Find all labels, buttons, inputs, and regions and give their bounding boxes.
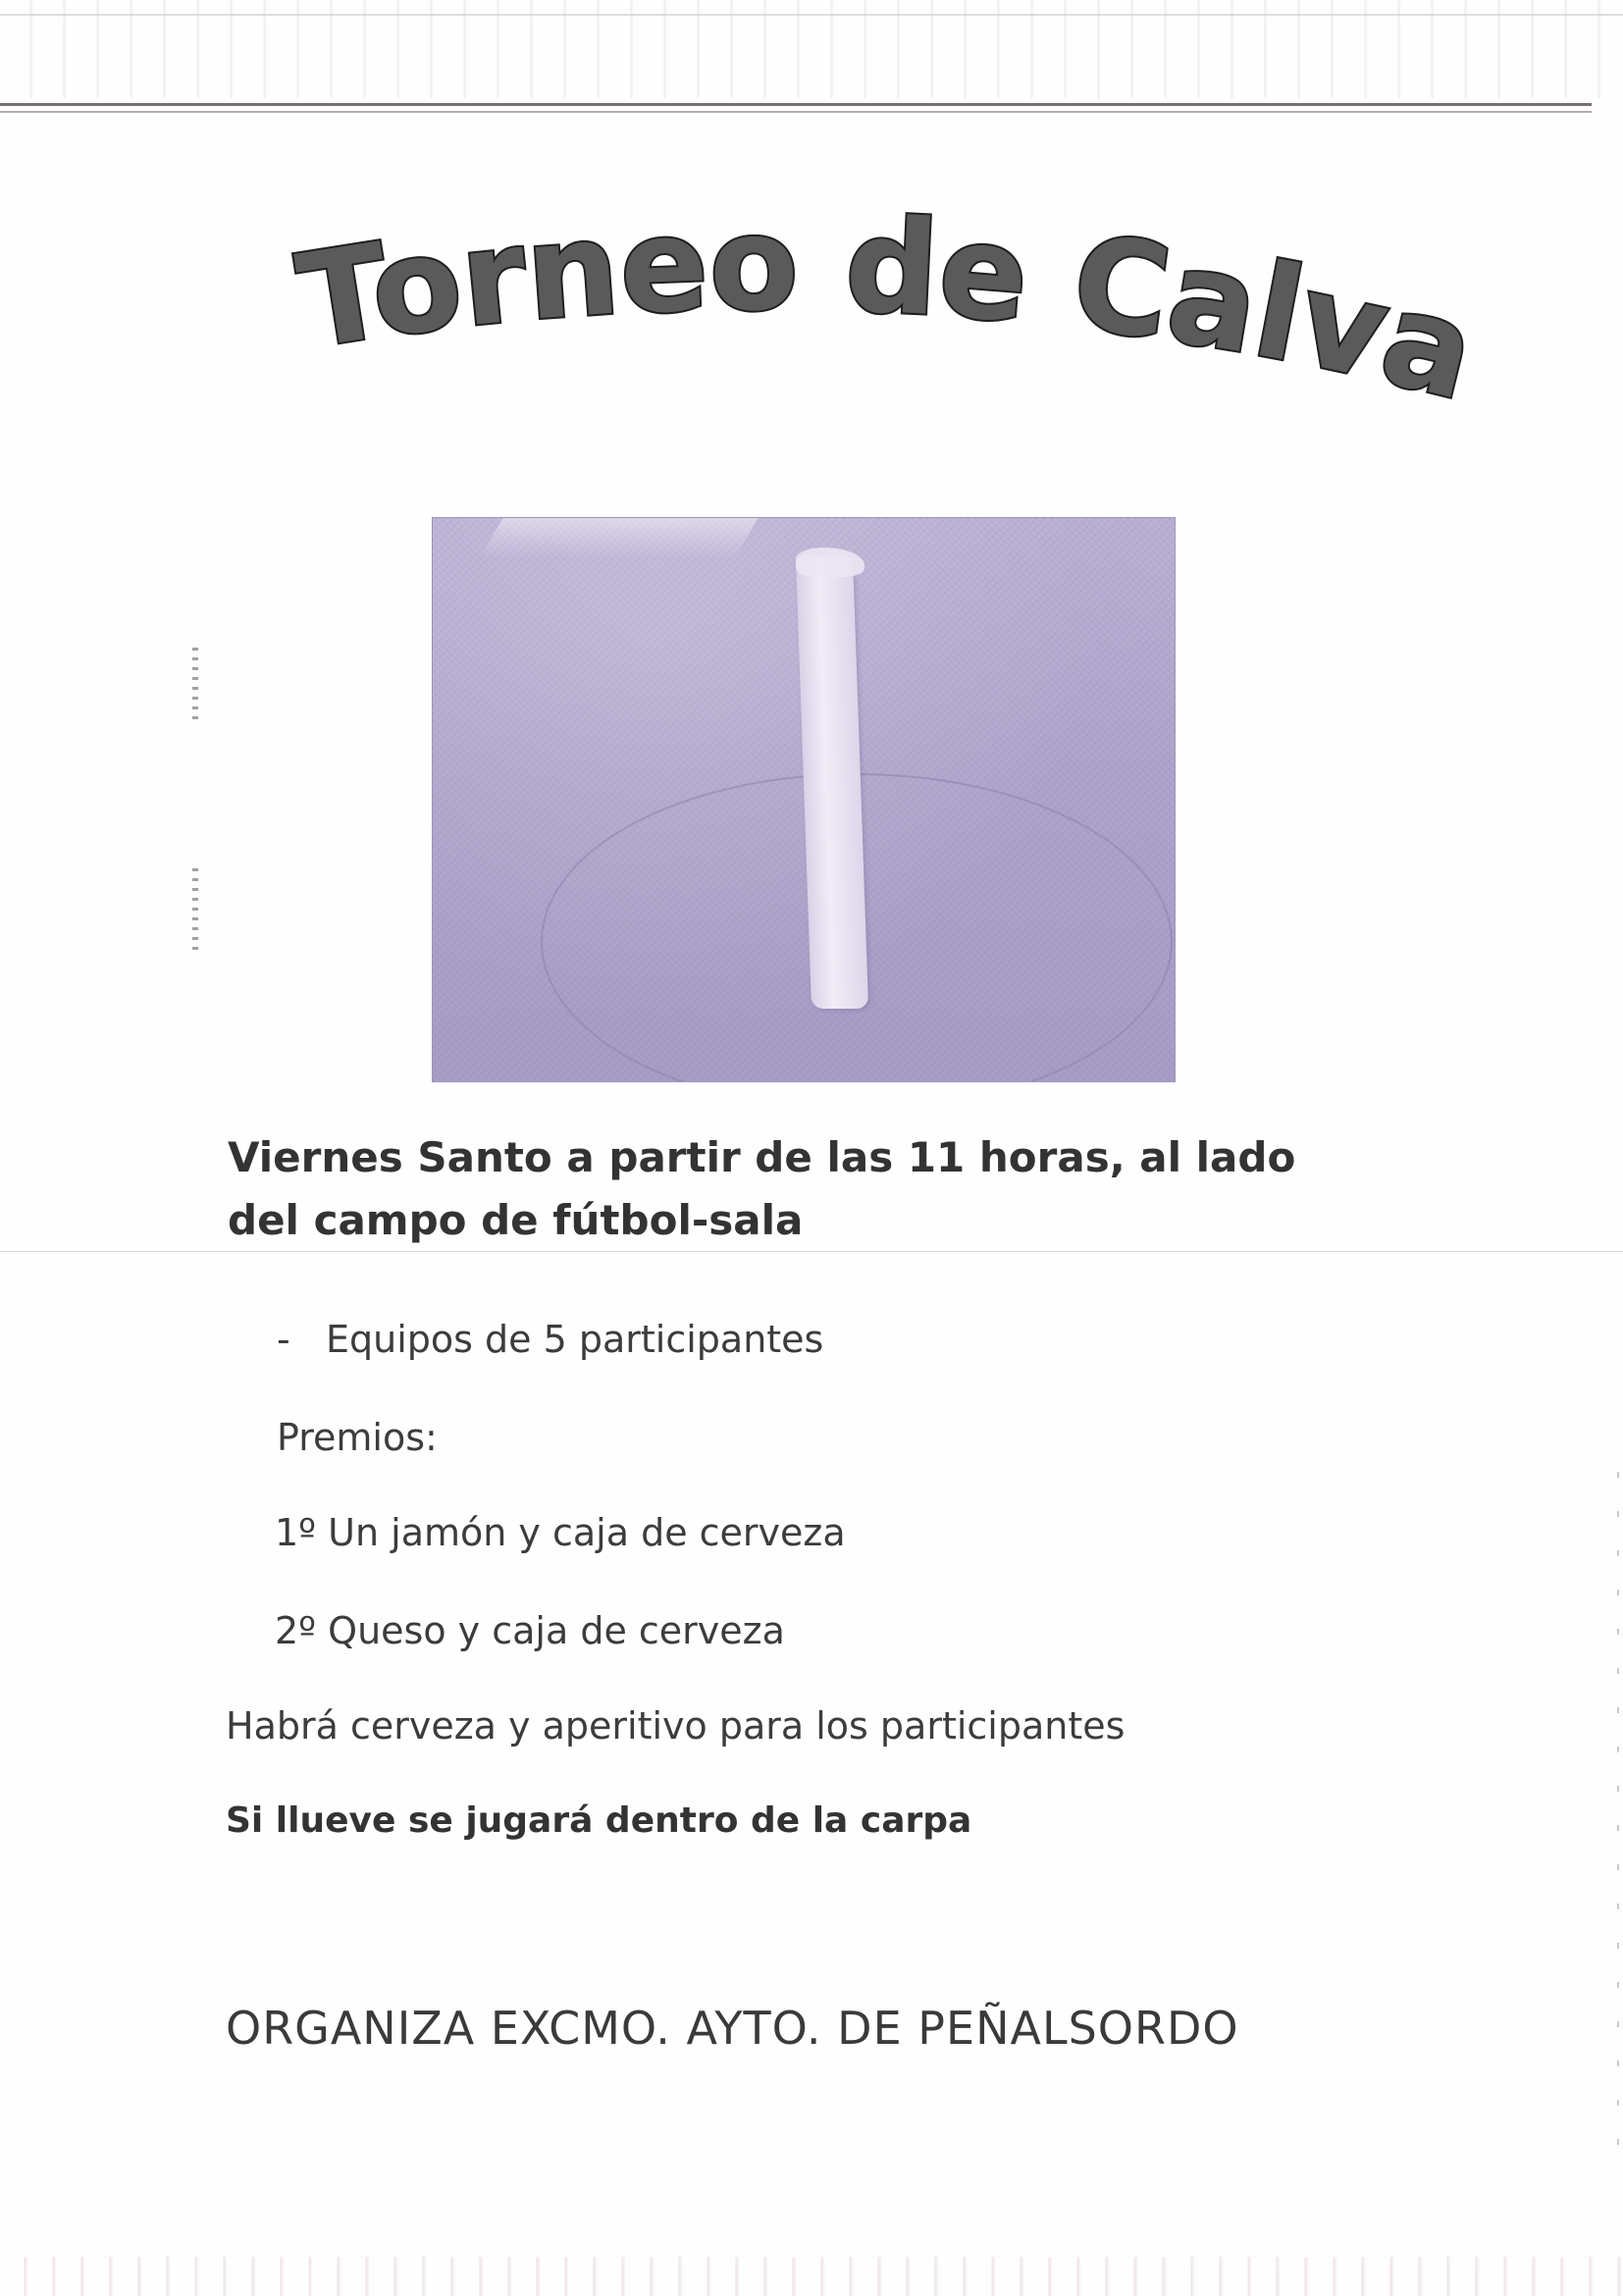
- teams-text: Equipos de 5 participantes: [326, 1318, 824, 1361]
- bullet-dash: -: [277, 1318, 290, 1361]
- organizer-line: ORGANIZA EXCMO. AYTO. DE PEÑALSORDO: [226, 2002, 1239, 2055]
- page-title: [196, 177, 1570, 442]
- prize-second: 2º Queso y caja de cerveza: [275, 1609, 785, 1652]
- calva-photo: [432, 517, 1176, 1082]
- headline-line-2: del campo de fútbol-sala: [228, 1196, 804, 1244]
- header-rule: [0, 103, 1592, 113]
- photo-glare: [480, 518, 758, 557]
- scan-noise-bottom: [0, 2257, 1623, 2296]
- beer-note: Habrá cerveza y aperitivo para los participantes: [226, 1704, 1126, 1748]
- teams-item: [277, 1318, 823, 1361]
- scan-edge-marks: [1617, 1472, 1619, 2159]
- prize-first: 1º Un jamón y caja de cerveza: [275, 1511, 846, 1554]
- title-text: Torneo de Calva: [288, 188, 1490, 431]
- event-headline: [228, 1126, 1295, 1252]
- scan-margin-marks-upper: [192, 648, 198, 726]
- rain-note: Si llueve se jugará dentro de la carpa: [226, 1800, 972, 1841]
- scan-margin-marks-lower: [192, 868, 198, 957]
- calva-stake-top: [796, 548, 864, 577]
- headline-line-1: Viernes Santo a partir de las 11 horas, al lado: [228, 1133, 1296, 1181]
- scan-line-top: [0, 14, 1623, 16]
- prizes-label: Premios:: [277, 1416, 438, 1459]
